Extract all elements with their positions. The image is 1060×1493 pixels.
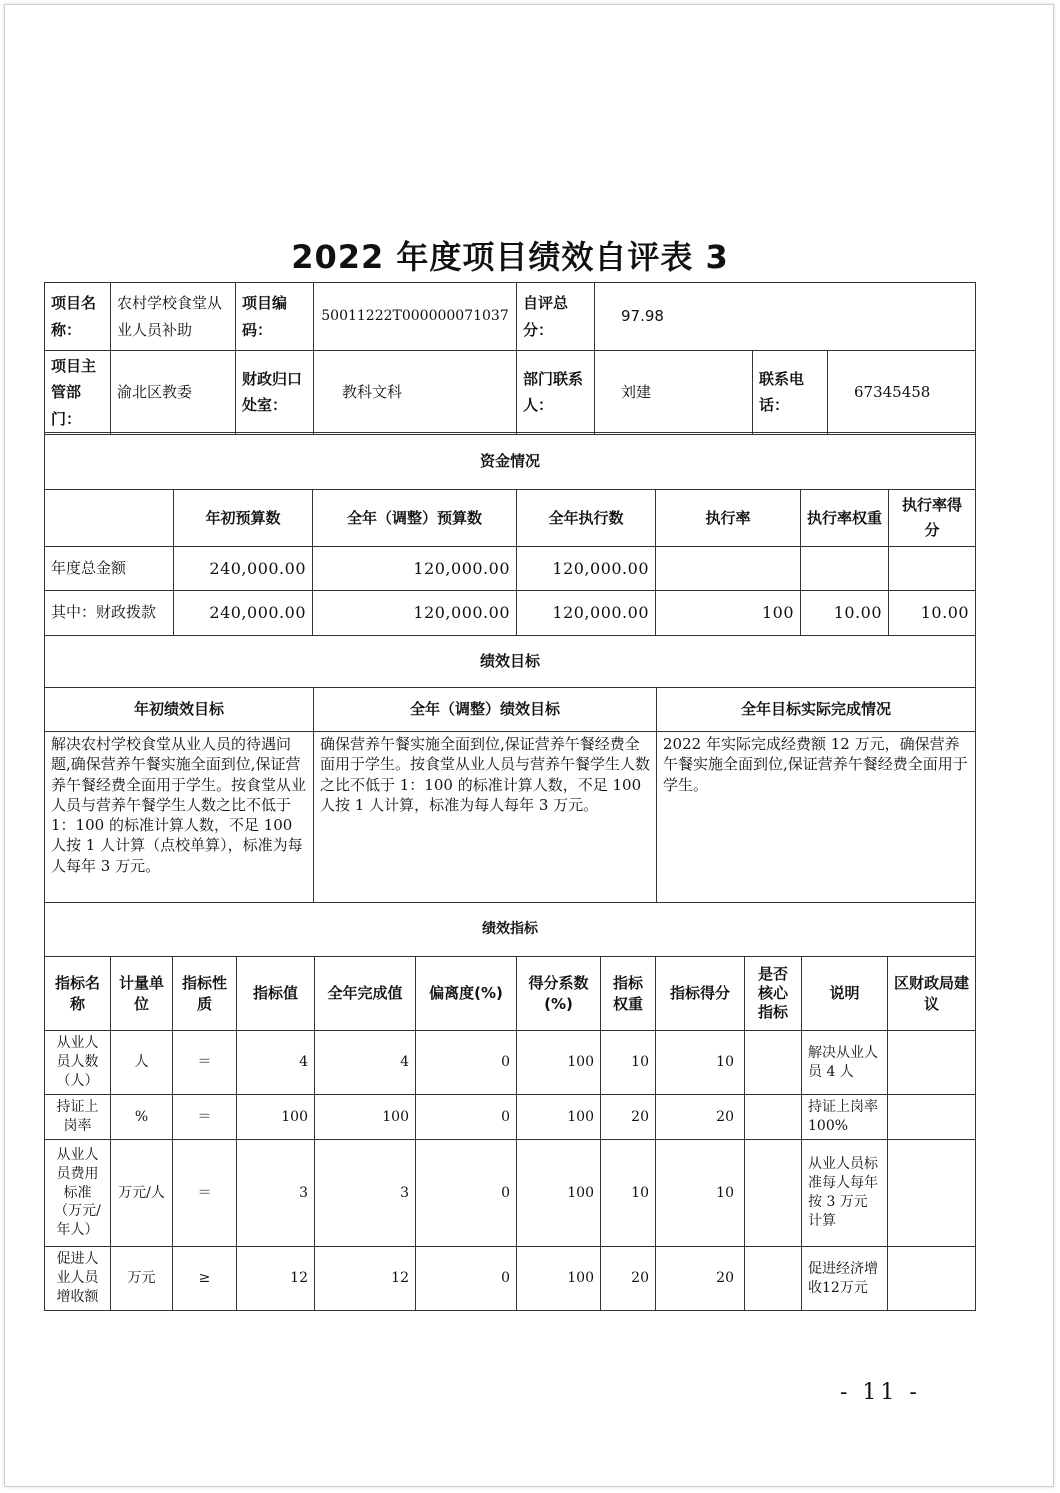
funds-cell: 120,000.00 <box>313 591 517 636</box>
ind-deviation: 0 <box>416 1031 517 1095</box>
funds-table <box>44 432 976 636</box>
ind-advice <box>888 1247 976 1311</box>
ind-note: 从业人员标准每人每年按 3 万元计算 <box>802 1140 888 1247</box>
table-row <box>45 1031 976 1095</box>
ind-deviation: 0 <box>416 1247 517 1311</box>
ind-score: 10 <box>656 1140 745 1247</box>
phone-label: 联系电话： <box>753 351 828 435</box>
ind-target: 4 <box>237 1031 315 1095</box>
goals-table <box>44 635 976 903</box>
ind-header: 指标值 <box>237 957 315 1031</box>
basic-info-table <box>44 282 976 435</box>
ind-header: 计量单位 <box>111 957 173 1031</box>
ind-score: 20 <box>656 1247 745 1311</box>
ind-unit: % <box>111 1095 173 1140</box>
ind-nature: ＝ <box>173 1140 237 1247</box>
funds-cell <box>801 547 889 591</box>
ind-coef: 100 <box>517 1247 601 1311</box>
funds-cell: 120,000.00 <box>517 591 656 636</box>
dept-value: 渝北区教委 <box>111 351 236 435</box>
funds-cell: 100 <box>656 591 801 636</box>
ind-header: 是否核心指标 <box>745 957 802 1031</box>
ind-core <box>745 1247 802 1311</box>
project-code-value: 50011222T000000071037 <box>314 283 517 351</box>
phone-value: 67345458 <box>828 351 976 435</box>
ind-target: 12 <box>237 1247 315 1311</box>
ind-core <box>745 1140 802 1247</box>
table-row <box>45 1095 976 1140</box>
ind-header: 全年完成值 <box>315 957 416 1031</box>
funds-cell <box>656 547 801 591</box>
dept-label: 项目主管部门： <box>45 351 111 435</box>
ind-nature: ＝ <box>173 1095 237 1140</box>
ind-weight: 10 <box>601 1140 656 1247</box>
ind-advice <box>888 1140 976 1247</box>
ind-header: 指标得分 <box>656 957 745 1031</box>
ind-unit: 人 <box>111 1031 173 1095</box>
project-name-value: 农村学校食堂从业人员补助 <box>111 283 236 351</box>
page-title: 2022 年度项目绩效自评表 3 <box>291 238 729 276</box>
funds-cell <box>889 547 976 591</box>
project-name-label: 项目名称： <box>45 283 111 351</box>
goals-header-initial: 年初绩效目标 <box>45 688 314 732</box>
ind-name: 持证上岗率 <box>45 1095 111 1140</box>
funds-row-label: 其中：财政拨款 <box>45 591 174 636</box>
ind-advice <box>888 1095 976 1140</box>
ind-note: 促进经济增收12万元 <box>802 1247 888 1311</box>
table-row <box>45 1247 976 1311</box>
ind-deviation: 0 <box>416 1140 517 1247</box>
ind-header: 指标名称 <box>45 957 111 1031</box>
finance-label: 财政归口处室： <box>236 351 314 435</box>
ind-unit: 万元/人 <box>111 1140 173 1247</box>
goals-header-adjusted: 全年（调整）绩效目标 <box>314 688 657 732</box>
ind-header: 指标权重 <box>601 957 656 1031</box>
funds-cell: 240,000.00 <box>174 591 313 636</box>
goal-initial-text: 解决农村学校食堂从业人员的待遇问题,确保营养午餐实施全面到位,保证营养午餐经费全面用于学生。按食堂从业人员与营养午餐学生人数之比不低于 1：100 的标准计算人数，不足 100 人按 1 人计算（点校单算），标准为每人每年 3 万元。 <box>45 732 314 903</box>
goal-actual-text: 2022 年实际完成经费额 12 万元，确保营养午餐实施全面到位,保证营养午餐经费全面用于学生。 <box>657 732 976 903</box>
contact-label: 部门联系人： <box>517 351 595 435</box>
indicators-table <box>44 902 976 1311</box>
funds-header: 执行率 <box>656 490 801 547</box>
funds-header: 全年执行数 <box>517 490 656 547</box>
goal-adjusted-text: 确保营养午餐实施全面到位,保证营养午餐经费全面用于学生。按食堂从业人员与营养午餐学生人数之比不低于 1：100 的标准计算人数，不足 100 人按 1 人计算，标准为每人每年 3 万元。 <box>314 732 657 903</box>
goals-section-title: 绩效目标 <box>45 636 976 688</box>
goals-header-actual: 全年目标实际完成情况 <box>657 688 976 732</box>
finance-value: 教科文科 <box>314 351 517 435</box>
ind-actual: 100 <box>315 1095 416 1140</box>
ind-weight: 20 <box>601 1247 656 1311</box>
contact-value: 刘建 <box>595 351 753 435</box>
ind-unit: 万元 <box>111 1247 173 1311</box>
funds-section-title: 资金情况 <box>45 433 976 490</box>
ind-name: 从业人员人数（人） <box>45 1031 111 1095</box>
ind-header: 说明 <box>802 957 888 1031</box>
ind-core <box>745 1031 802 1095</box>
ind-header: 区财政局建议 <box>888 957 976 1031</box>
ind-note: 持证上岗率 100% <box>802 1095 888 1140</box>
score-label: 自评总分： <box>517 283 595 351</box>
ind-score: 10 <box>656 1031 745 1095</box>
ind-note: 解决从业人员 4 人 <box>802 1031 888 1095</box>
ind-weight: 20 <box>601 1095 656 1140</box>
funds-header: 执行率得分 <box>889 490 976 547</box>
ind-target: 3 <box>237 1140 315 1247</box>
funds-cell: 120,000.00 <box>517 547 656 591</box>
ind-name: 促进人业人员增收额 <box>45 1247 111 1311</box>
funds-header: 年初预算数 <box>174 490 313 547</box>
score-value: 97.98 <box>595 283 976 351</box>
funds-header-blank <box>45 490 174 547</box>
ind-header: 偏离度(%) <box>416 957 517 1031</box>
funds-cell: 120,000.00 <box>313 547 517 591</box>
ind-core <box>745 1095 802 1140</box>
ind-deviation: 0 <box>416 1095 517 1140</box>
project-code-label: 项目编码： <box>236 283 314 351</box>
ind-advice <box>888 1031 976 1095</box>
ind-coef: 100 <box>517 1031 601 1095</box>
ind-actual: 12 <box>315 1247 416 1311</box>
ind-name: 从业人员费用标准（万元/年人） <box>45 1140 111 1247</box>
indicators-section-title: 绩效指标 <box>45 903 976 957</box>
ind-actual: 4 <box>315 1031 416 1095</box>
funds-cell: 10.00 <box>801 591 889 636</box>
page-number: - 11 - <box>840 1380 921 1405</box>
ind-actual: 3 <box>315 1140 416 1247</box>
funds-row-label: 年度总金额 <box>45 547 174 591</box>
ind-header: 指标性质 <box>173 957 237 1031</box>
ind-coef: 100 <box>517 1140 601 1247</box>
table-row <box>45 1140 976 1247</box>
funds-header: 执行率权重 <box>801 490 889 547</box>
funds-cell: 10.00 <box>889 591 976 636</box>
ind-nature: ＝ <box>173 1031 237 1095</box>
funds-header: 全年（调整）预算数 <box>313 490 517 547</box>
ind-nature: ≥ <box>173 1247 237 1311</box>
ind-header: 得分系数(%) <box>517 957 601 1031</box>
ind-weight: 10 <box>601 1031 656 1095</box>
funds-cell: 240,000.00 <box>174 547 313 591</box>
ind-coef: 100 <box>517 1095 601 1140</box>
ind-target: 100 <box>237 1095 315 1140</box>
ind-score: 20 <box>656 1095 745 1140</box>
